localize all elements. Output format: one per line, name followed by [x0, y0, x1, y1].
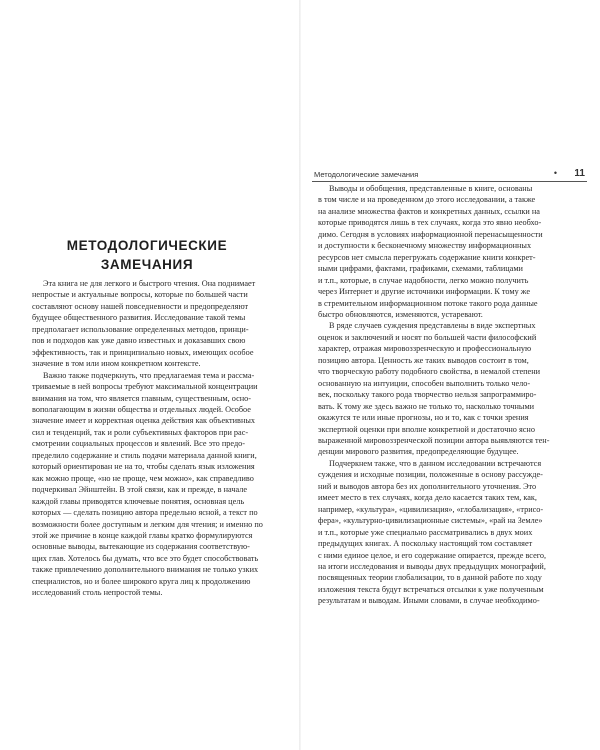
text-line: основанную на интуиции, способен выполнить только чело-	[318, 378, 531, 388]
text-line: изложения текста будут встречаться отсылки к уже полученным	[318, 584, 544, 594]
text-line: щих глав. Хотелось бы думать, что все это будет способствовать	[32, 553, 259, 563]
text-line: что творческую работу подобного свойства, в немалой степени	[318, 367, 541, 377]
text-line: выраженной мировоззренческой позиции автора выявляются тен-	[318, 435, 550, 445]
text-line: Эта книга не для легкого и быстрого чтения. Она поднимает	[43, 279, 256, 288]
text-line: внимания на том, что является главным, существенным, осно-	[32, 393, 252, 403]
text-line: В ряде случаев суждения представлены в виде экспертных	[329, 321, 536, 331]
text-line: основные выводы, вытекающие из содержания соответствую-	[32, 542, 250, 552]
text-line: в том числе и на проведенном до этого исследовании, а также	[318, 195, 536, 205]
text-line: пределило содержание и стиль подачи материала данной книги,	[32, 450, 257, 460]
text-line: денции мирового развития, предопределяющие будущее.	[318, 447, 519, 457]
text-line: непростые и актуальные вопросы, которые по большей части	[32, 290, 248, 300]
text-line: ными цифрами, фактами, графиками, схемами, таблицами	[318, 264, 523, 274]
paragraph	[318, 320, 581, 457]
text-line: имеет место в тех случаях, когда дело касается таких тем, как,	[318, 493, 537, 503]
text-line: которые приводятся лишь в тех случаях, когда это явно необхо-	[318, 218, 542, 228]
text-line: эффективность, так и принципиально новых, имеющих особое	[32, 347, 254, 357]
text-line: сил и тенденций, так и роли субъективных факторов при рас-	[32, 427, 249, 437]
paragraph	[318, 458, 581, 607]
page-number: 11	[574, 168, 585, 179]
text-line: как можно проще, «но не проще, чем можно», как справедливо	[32, 473, 254, 483]
text-line: каждой главы приводятся ключевые понятия, основная цель	[32, 496, 245, 506]
text-line: и т.п., которые уже специально рассматривались в двух моих	[318, 527, 533, 537]
text-line: предыдущих книгах. А поскольку настоящий том составляет	[318, 539, 533, 549]
text-line: вать. К тому же здесь важно не только то, насколько точными	[318, 401, 535, 411]
text-line: смотрении социальных процессов и явлений. Все это предо-	[32, 439, 246, 449]
text-line: этой же причине в конце каждой главы кратко формулируются	[32, 530, 253, 540]
text-line: и т.п., которые, в случае надобности, легко можно получить	[318, 275, 529, 285]
text-line: век, поскольку такого рода творчество нельзя запрограммиро-	[318, 390, 537, 400]
paragraph	[32, 278, 278, 370]
running-head	[312, 167, 587, 182]
text-line: на итоги исследования и выводы двух предыдущих монографий,	[318, 561, 546, 571]
text-line: ресурсов нет смысла перегружать содержание книги конкрет-	[318, 252, 536, 262]
right-page-body	[318, 183, 581, 607]
text-line: составляют основу нашей повседневности и предопределяют	[32, 301, 249, 311]
text-line: посвященных теории глобализации, то в данной работе по ходу	[318, 573, 542, 583]
text-line: в стремительном информационном потоке такого рода данные	[318, 298, 538, 308]
text-line: вополагающим в жизни общества и отдельных людей. Особое	[32, 404, 251, 414]
text-line: значение в том или ином конкретном контексте.	[32, 359, 201, 369]
text-line: Выводы и обобщения, представленные в книге, основаны	[329, 184, 533, 193]
text-line: пов и подходов как уже давно известных и доказавших свою	[32, 336, 246, 346]
text-line: фера», «культурно-цивилизационные системы», «рай на Земле»	[318, 516, 543, 526]
text-line: окажутся те или иные прогнозы, но и то, как с точки зрения	[318, 413, 529, 423]
text-line: которых — сделать позицию автора предельно ясной, а текст по	[32, 508, 258, 518]
text-line: на анализе множества фактов и конкретных данных, ссылки на	[318, 206, 540, 216]
text-line: подчеркивал Эйнштейн. В этой связи, как и прежде, в начале	[32, 485, 248, 495]
right-page	[300, 0, 600, 750]
text-line: через Интернет и другие источники информации. К тому же	[318, 287, 531, 297]
chapter-title-line: ЗАМЕЧАНИЯ	[100, 257, 194, 272]
text-line: возможности более доступным и легким для чтения; и именно по	[32, 519, 263, 529]
text-line: например, «культура», «цивилизация», «глобализация», «трисо-	[318, 504, 544, 514]
text-line: результатам и выводам. Иными словами, в случае необходимо-	[318, 596, 540, 606]
text-line: который ориентирован не на то, чтобы сделать язык изложения	[32, 462, 255, 472]
text-line: Важно также подчеркнуть, что предлагаемая тема и рассма-	[43, 370, 255, 380]
text-line: ний и выводов автора без их дополнительного уточнения. Это	[318, 481, 537, 491]
text-line: димо. Сегодня в условиях информационной перенасыщенности	[318, 229, 543, 239]
text-line: экспертной оценки при вполне конкретной и достаточно ясно	[318, 424, 535, 434]
chapter-title	[22, 236, 272, 274]
text-line: оценок и заключений и носят по большей части философский	[318, 332, 537, 342]
text-line: позицию автора. Ценность же таких выводов состоит в том,	[318, 355, 529, 365]
paragraph	[32, 370, 278, 599]
text-line: Подчеркнем также, что в данном исследовании встречаются	[329, 458, 542, 468]
running-head-title: Методологические замечания	[314, 170, 419, 179]
text-line: значение имеет и корректная оценка действия как объективных	[32, 416, 256, 426]
text-line: триваемые в ней вопросы требуют максимальной концентрации	[32, 382, 258, 392]
text-line: характер, отражая мировоззренческую и профессиональную	[318, 344, 532, 354]
text-line: с ними единое целое, и его содержание опирается, прежде всего,	[318, 550, 547, 560]
chapter-title-line: МЕТОДОЛОГИЧЕСКИЕ	[66, 238, 228, 253]
bullet-icon: •	[553, 168, 557, 178]
text-line: и доступности к бесконечному множеству информационных	[318, 241, 532, 251]
text-line: суждения и исходные позиции, положенные в основу рассужде-	[318, 470, 543, 480]
left-page-body	[32, 278, 278, 599]
text-line: предполагает использование определенных методов, принци-	[32, 324, 249, 334]
text-line: специалистов, но и более широкого круга лиц к продолжению	[32, 576, 251, 586]
text-line: быстро обновляются, изменяются, устаревают.	[318, 309, 483, 319]
text-line: также привлечению дополнительного внимания не только узких	[32, 565, 259, 575]
text-line: исследований столь непростой темы.	[32, 588, 163, 598]
paragraph	[318, 183, 581, 320]
text-line: будущее общественного развития. Исследование такой темы	[32, 313, 246, 323]
